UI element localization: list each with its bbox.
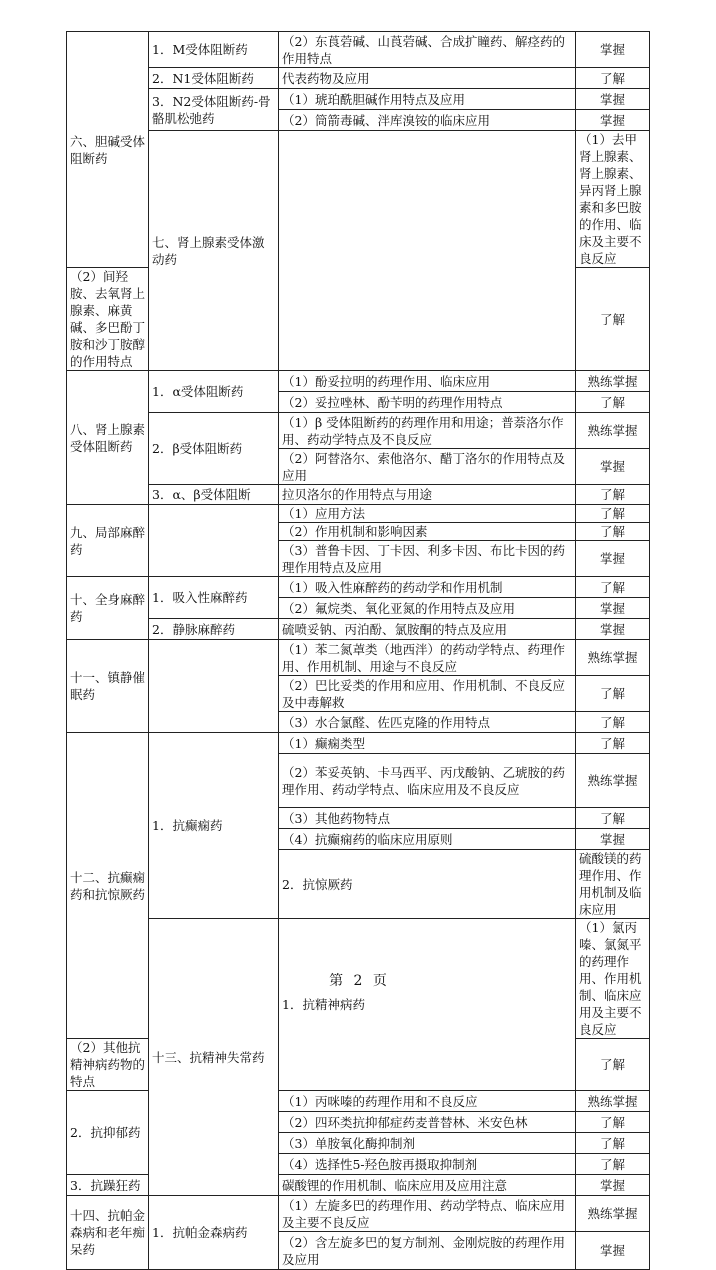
table-row <box>67 505 650 523</box>
requirement-cell: 掌握 <box>576 1175 650 1196</box>
requirement-cell: 掌握 <box>576 89 650 110</box>
content-cell: 硫喷妥钠、丙泊酚、氯胺酮的特点及应用 <box>279 619 576 640</box>
chapter-cell: 十一、镇静催眠药 <box>67 640 149 733</box>
content-cell: （2）东莨菪碱、山莨菪碱、合成扩瞳药、解痉药的作用特点 <box>279 32 576 68</box>
content-cell: （2）妥拉唑林、酚苄明的药理作用特点 <box>279 392 576 413</box>
content-cell: 拉贝洛尔的作用特点与用途 <box>279 485 576 505</box>
requirement-cell: 熟练掌握 <box>576 1196 650 1232</box>
page-footer <box>0 970 716 990</box>
content-cell: （2）阿替洛尔、索他洛尔、醋丁洛尔的作用特点及应用 <box>279 449 576 485</box>
unit-cell: 2．N1受体阻断药 <box>149 68 279 89</box>
table-body <box>67 32 650 1270</box>
requirement-cell: 了解 <box>576 808 650 829</box>
unit-cell: 1．α受体阻断药 <box>149 371 279 413</box>
content-cell: （2）含左旋多巴的复方制剂、金刚烷胺的药理作用及应用 <box>279 1232 576 1270</box>
content-cell: （2）苯妥英钠、卡马西平、丙戊酸钠、乙琥胺的药理作用、药动学特点、临床应用及不良反应 <box>279 754 576 808</box>
requirement-cell: 了解 <box>576 1039 650 1091</box>
content-cell: （1）吸入性麻醉药的药动学和作用机制 <box>279 577 576 598</box>
requirement-cell: 了解 <box>576 676 650 712</box>
requirement-cell: 了解 <box>576 1133 650 1154</box>
chapter-cell: 六、胆碱受体阻断药 <box>67 32 149 268</box>
requirement-cell: 掌握 <box>576 619 650 640</box>
table-row <box>67 131 650 268</box>
content-cell: （4）抗癫痫药的临床应用原则 <box>279 829 576 850</box>
content-cell: 碳酸锂的作用机制、临床应用及应用注意 <box>279 1175 576 1196</box>
requirement-cell: 掌握 <box>576 32 650 68</box>
requirement-cell: 了解 <box>576 577 650 598</box>
requirement-cell: 了解 <box>576 485 650 505</box>
unit-cell: 3．N2受体阻断药-骨骼肌松弛药 <box>149 89 279 131</box>
content-cell: （1）氯丙嗪、氯氮平的药理作用、作用机制、临床应用及主要不良反应 <box>576 919 650 1039</box>
requirement-cell: 了解 <box>576 505 650 523</box>
unit-cell: 1．抗帕金森病药 <box>149 1196 279 1270</box>
unit-cell <box>279 131 576 371</box>
table-row <box>67 577 650 598</box>
requirement-cell: 了解 <box>576 1112 650 1133</box>
content-cell: （3）单胺氧化酶抑制剂 <box>279 1133 576 1154</box>
content-cell: （1）去甲肾上腺素、肾上腺素、异丙肾上腺素和多巴胺的作用、临床及主要不良反应 <box>576 131 650 268</box>
requirement-cell: 了解 <box>576 268 650 371</box>
requirement-cell: 了解 <box>576 523 650 541</box>
syllabus-table <box>66 31 650 1270</box>
requirement-cell: 熟练掌握 <box>576 1091 650 1112</box>
unit-cell: 2．静脉麻醉药 <box>149 619 279 640</box>
unit-cell: 2．抗抑郁药 <box>67 1091 149 1175</box>
unit-cell: 2．β受体阻断药 <box>149 413 279 485</box>
unit-cell <box>149 505 279 577</box>
chapter-cell: 十二、抗癫痫药和抗惊厥药 <box>67 733 149 1039</box>
unit-cell: 1．抗精神病药 <box>279 919 576 1091</box>
content-cell: （1）苯二氮䓬类（地西泮）的药动学特点、药理作用、作用机制、用途与不良反应 <box>279 640 576 676</box>
table-row <box>67 68 650 89</box>
table-row <box>67 619 650 640</box>
table-row <box>67 413 650 449</box>
content-cell: 硫酸镁的药理作用、作用机制及临床应用 <box>576 850 650 919</box>
unit-cell: 1．吸入性麻醉药 <box>149 577 279 619</box>
unit-cell: 1．抗癫痫药 <box>149 733 279 919</box>
content-cell: （1）应用方法 <box>279 505 576 523</box>
requirement-cell: 了解 <box>576 68 650 89</box>
footer-page-number: 2 <box>353 973 363 989</box>
chapter-cell: 八、肾上腺素受体阻断药 <box>67 371 149 505</box>
requirement-cell: 熟练掌握 <box>576 754 650 808</box>
content-cell: （3）普鲁卡因、丁卡因、利多卡因、布比卡因的药理作用特点及应用 <box>279 541 576 577</box>
content-cell: （2）巴比妥类的作用和应用、作用机制、不良反应及中毒解救 <box>279 676 576 712</box>
content-cell: 代表药物及应用 <box>279 68 576 89</box>
requirement-cell: 熟练掌握 <box>576 640 650 676</box>
content-cell: （2）氟烷类、氧化亚氮的作用特点及应用 <box>279 598 576 619</box>
requirement-cell: 掌握 <box>576 449 650 485</box>
table-row <box>67 485 650 505</box>
table-row <box>67 371 650 392</box>
requirement-cell: 熟练掌握 <box>576 413 650 449</box>
table-row <box>67 733 650 754</box>
requirement-cell: 掌握 <box>576 829 650 850</box>
content-cell: （2）其他抗精神病药物的特点 <box>67 1039 149 1091</box>
requirement-cell: 掌握 <box>576 541 650 577</box>
unit-cell: 2．抗惊厥药 <box>279 850 576 919</box>
content-cell: （4）选择性5-羟色胺再摄取抑制剂 <box>279 1154 576 1175</box>
requirement-cell: 掌握 <box>576 1232 650 1270</box>
footer-prefix: 第 <box>329 973 344 989</box>
content-cell: （2）四环类抗抑郁症药麦普替林、米安色林 <box>279 1112 576 1133</box>
unit-cell: 3．α、β受体阻断 <box>149 485 279 505</box>
content-cell: （3）其他药物特点 <box>279 808 576 829</box>
requirement-cell: 熟练掌握 <box>576 371 650 392</box>
chapter-cell: 九、局部麻醉药 <box>67 505 149 577</box>
requirement-cell: 掌握 <box>576 110 650 131</box>
requirement-cell: 了解 <box>576 733 650 754</box>
content-cell: （1）β 受体阻断药的药理作用和用途；普萘洛尔作用、药动学特点及不良反应 <box>279 413 576 449</box>
chapter-cell: 十三、抗精神失常药 <box>149 919 279 1196</box>
content-cell: （1）酚妥拉明的药理作用、临床应用 <box>279 371 576 392</box>
unit-cell <box>149 640 279 733</box>
content-cell: （1）丙咪嗪的药理作用和不良反应 <box>279 1091 576 1112</box>
content-cell: （2）作用机制和影响因素 <box>279 523 576 541</box>
content-cell: （1）左旋多巴的药理作用、药动学特点、临床应用及主要不良反应 <box>279 1196 576 1232</box>
requirement-cell: 了解 <box>576 1154 650 1175</box>
chapter-cell: 七、肾上腺素受体激动药 <box>149 131 279 371</box>
unit-cell: 1．M受体阻断药 <box>149 32 279 68</box>
table-row <box>67 1196 650 1232</box>
requirement-cell: 了解 <box>576 392 650 413</box>
table-row <box>67 32 650 68</box>
footer-suffix: 页 <box>372 973 387 989</box>
requirement-cell: 掌握 <box>576 598 650 619</box>
table-row <box>67 640 650 676</box>
content-cell: （3）水合氯醛、佐匹克隆的作用特点 <box>279 712 576 733</box>
chapter-cell: 十四、抗帕金森病和老年痴呆药 <box>67 1196 149 1270</box>
content-cell: （1）癫痫类型 <box>279 733 576 754</box>
content-cell: （2）间羟胺、去氧肾上腺素、麻黄碱、多巴酚丁胺和沙丁胺醇的作用特点 <box>67 268 149 371</box>
table-row <box>67 89 650 110</box>
content-cell: （2）筒箭毒碱、泮库溴铵的临床应用 <box>279 110 576 131</box>
unit-cell: 3．抗躁狂药 <box>67 1175 149 1196</box>
requirement-cell: 了解 <box>576 712 650 733</box>
content-cell: （1）琥珀酰胆碱作用特点及应用 <box>279 89 576 110</box>
chapter-cell: 十、全身麻醉药 <box>67 577 149 640</box>
